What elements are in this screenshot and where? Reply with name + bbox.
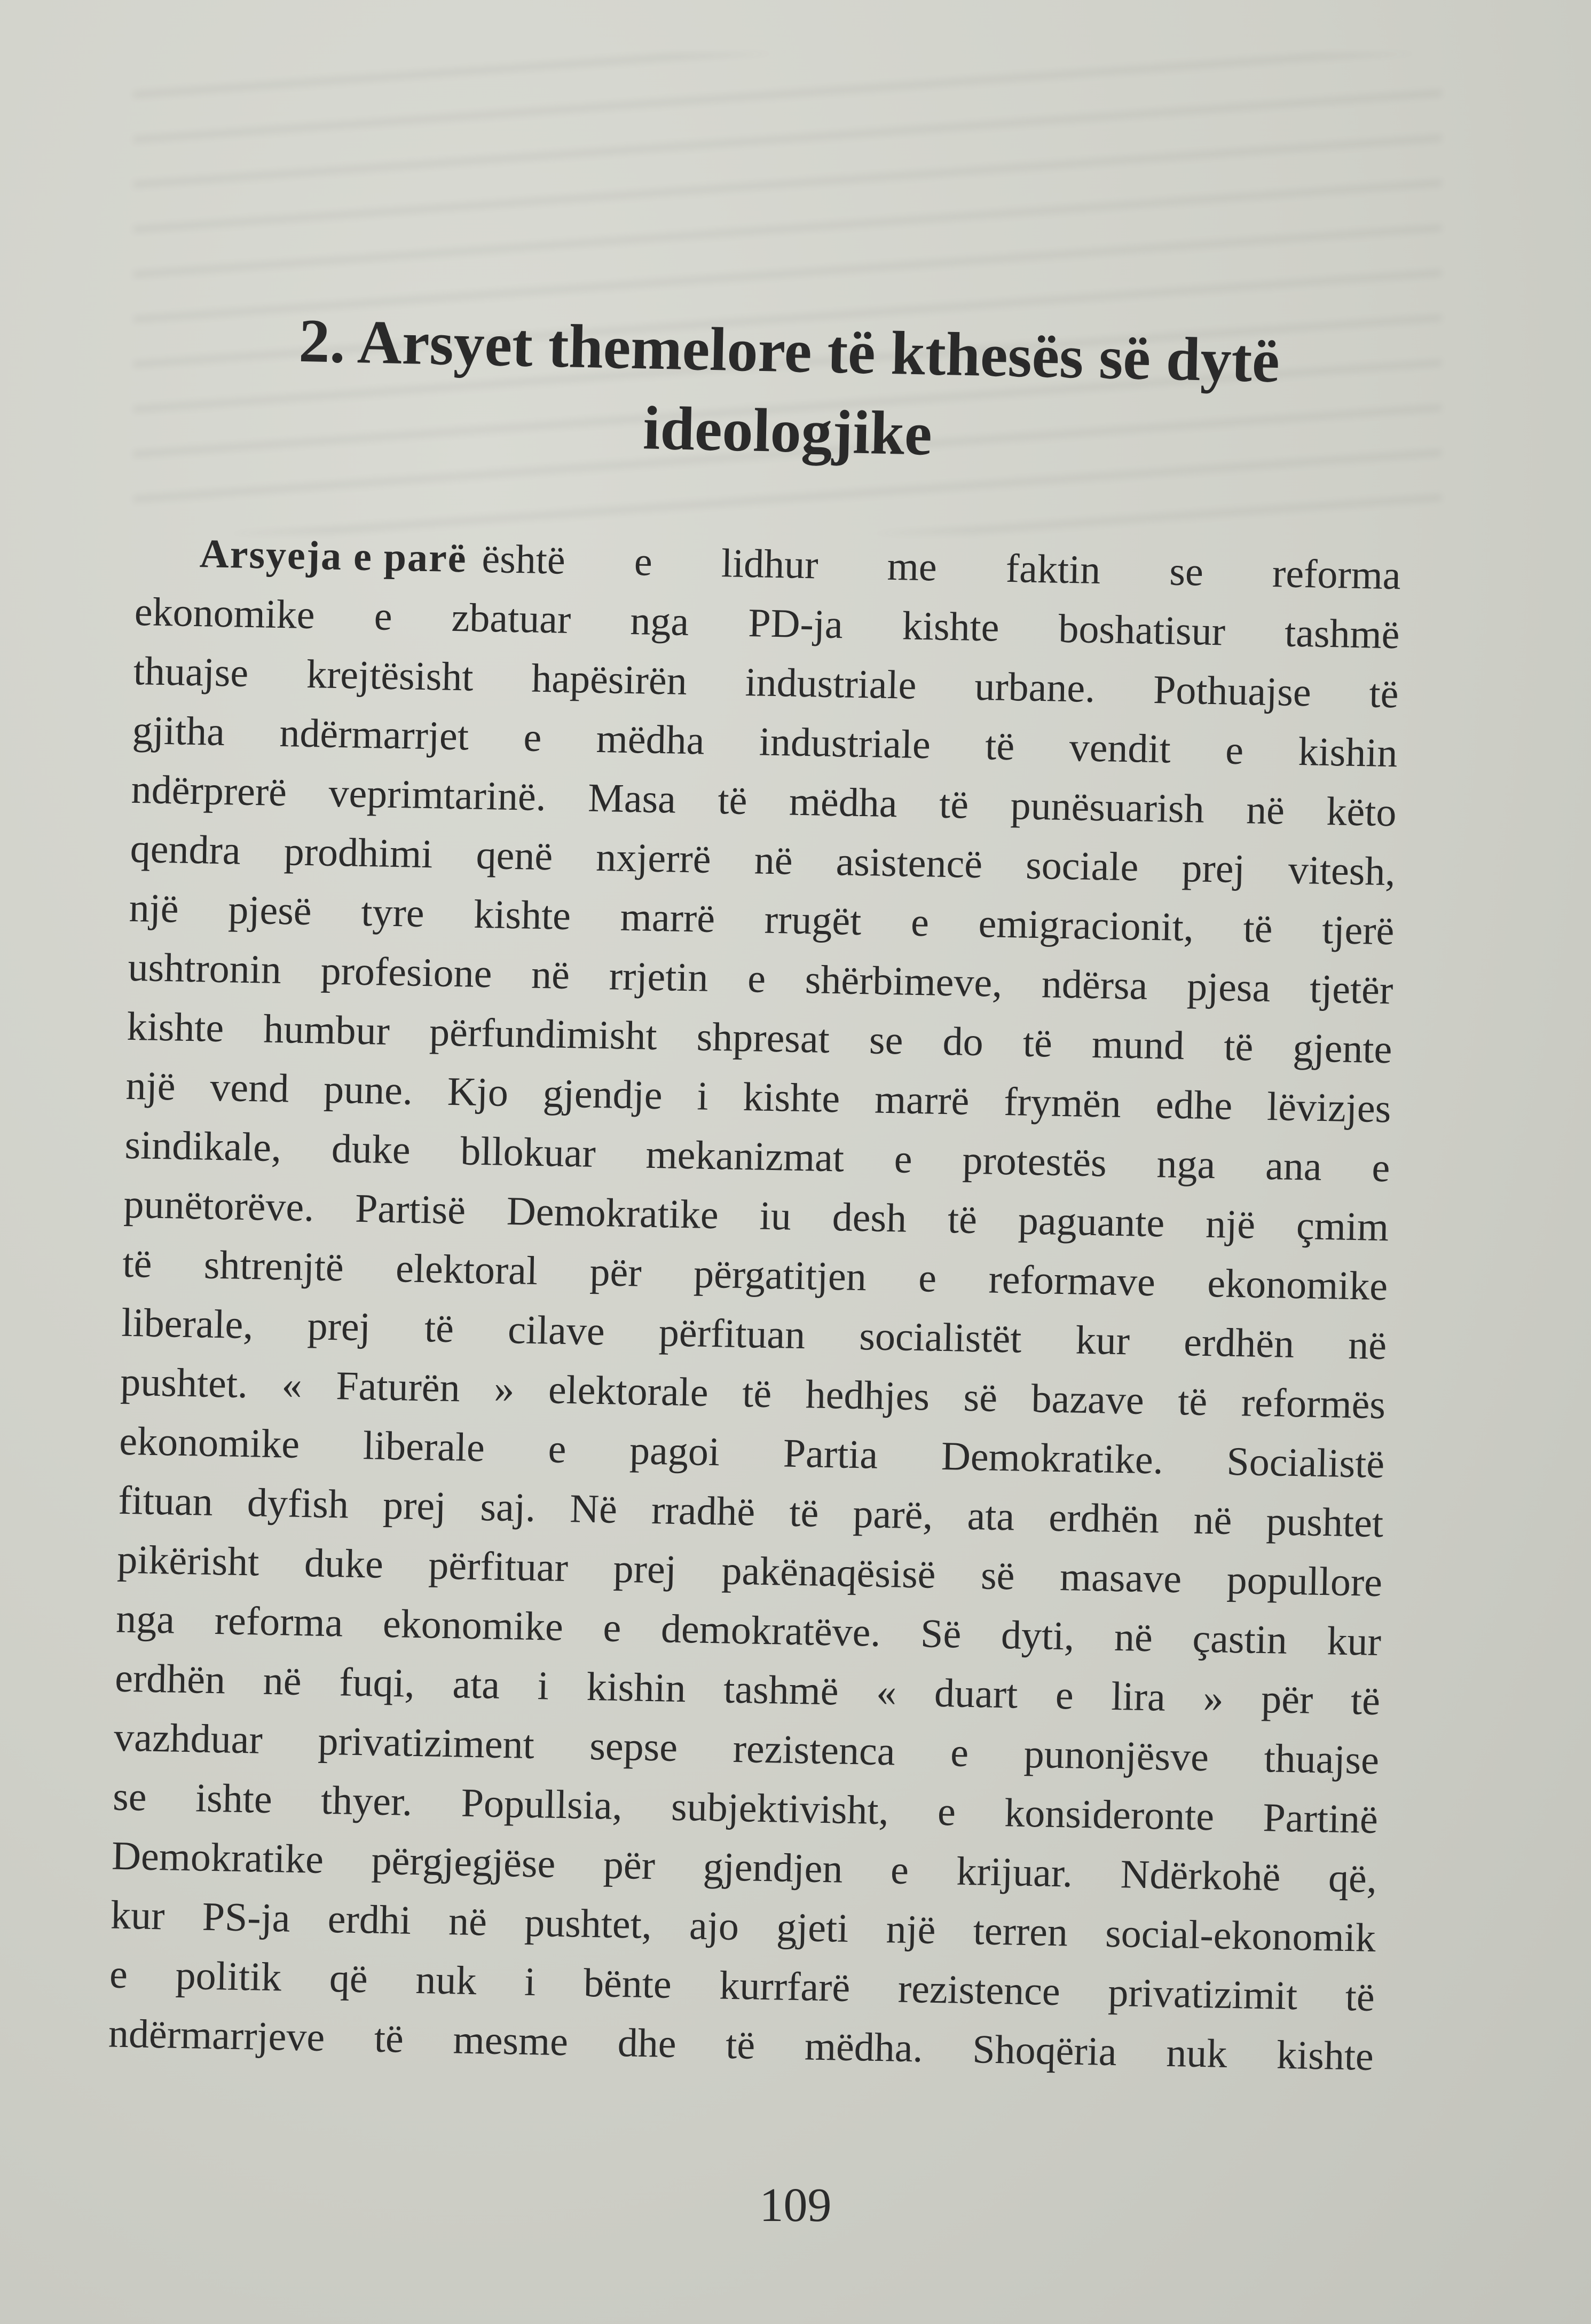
word: duke bbox=[304, 1540, 384, 1587]
word: nga bbox=[629, 598, 690, 644]
word: kishte bbox=[126, 1003, 225, 1051]
word: ajo bbox=[689, 1903, 739, 1949]
word: së bbox=[963, 1374, 998, 1420]
word: zbatuar bbox=[451, 595, 572, 642]
word: mëdha bbox=[789, 779, 898, 826]
chapter-heading bbox=[200, 299, 1377, 484]
word: e bbox=[1225, 728, 1244, 773]
word: ekonomike bbox=[134, 589, 316, 638]
word: pagoi bbox=[629, 1428, 720, 1475]
word: një bbox=[129, 885, 179, 931]
word: fituan bbox=[117, 1477, 214, 1524]
word: kishin bbox=[1297, 729, 1398, 776]
word: është bbox=[481, 536, 566, 583]
word: nga bbox=[115, 1596, 175, 1642]
word: Kjo bbox=[447, 1069, 509, 1115]
word: kur bbox=[1326, 1618, 1382, 1665]
word: ndërmarrjet bbox=[279, 710, 469, 759]
word: gjendje bbox=[542, 1071, 663, 1118]
word: dyfish bbox=[247, 1480, 349, 1527]
word: thyer. bbox=[320, 1777, 413, 1824]
word: në bbox=[1246, 787, 1285, 833]
word: nuk bbox=[1165, 2030, 1228, 2076]
word: pushtet bbox=[1265, 1499, 1384, 1546]
word: kurrfarë bbox=[719, 1963, 850, 2010]
word: e bbox=[1371, 1145, 1391, 1191]
word: politik bbox=[175, 1953, 282, 2000]
word: kur bbox=[1075, 1317, 1130, 1364]
word: marrë bbox=[874, 1077, 970, 1124]
word: veprimtarinë. bbox=[328, 770, 547, 820]
word: në bbox=[1348, 1322, 1387, 1369]
word: të bbox=[742, 1371, 772, 1417]
word: faktin bbox=[1005, 546, 1101, 593]
word: në bbox=[531, 952, 570, 998]
word: e bbox=[950, 1730, 969, 1775]
word: rrjetin bbox=[609, 953, 709, 1000]
heading-line-1: 2. Arsyet themelore të kthesës së dytë bbox=[298, 306, 1280, 396]
word: pakënaqësisë bbox=[721, 1548, 936, 1597]
word: lëvizjes bbox=[1266, 1084, 1392, 1132]
word: desh bbox=[832, 1195, 907, 1241]
word: thuajse bbox=[133, 648, 249, 695]
word: tjetër bbox=[1309, 966, 1394, 1013]
word: të bbox=[122, 1240, 153, 1286]
word: gjeti bbox=[776, 1904, 849, 1951]
word: nuk bbox=[415, 1957, 477, 2004]
word: duart bbox=[934, 1670, 1019, 1717]
word: bllokuar bbox=[460, 1128, 596, 1176]
word: se bbox=[112, 1774, 147, 1820]
word: urbane. bbox=[974, 663, 1096, 711]
word: mekanizmat bbox=[645, 1132, 845, 1181]
word: nga bbox=[1156, 1141, 1216, 1188]
word: në bbox=[754, 837, 793, 883]
word: ekonomike bbox=[382, 1601, 564, 1649]
word: mesme bbox=[452, 2017, 569, 2065]
word: mund bbox=[1091, 1021, 1185, 1069]
word: e bbox=[374, 594, 393, 639]
word: e bbox=[894, 1136, 913, 1182]
word: e bbox=[910, 899, 930, 945]
word: përfituar bbox=[428, 1543, 569, 1591]
word: mëdha. bbox=[804, 2023, 924, 2071]
word: prej bbox=[612, 1546, 677, 1592]
word: ndërmarrjeve bbox=[108, 2011, 325, 2060]
word: të bbox=[947, 1197, 978, 1243]
word: qendra bbox=[130, 826, 241, 873]
word: industriale bbox=[744, 659, 917, 708]
word: Socialistë bbox=[1226, 1438, 1385, 1487]
word: erdhi bbox=[327, 1896, 412, 1943]
word: ushtronin bbox=[127, 944, 282, 993]
word: dhe bbox=[617, 2020, 677, 2067]
word: reforma bbox=[214, 1598, 344, 1646]
word: një bbox=[125, 1063, 176, 1109]
word: ndërsa bbox=[1041, 961, 1148, 1008]
word: e bbox=[1055, 1672, 1074, 1718]
word: Demokratike bbox=[506, 1188, 719, 1238]
word: privatiziment bbox=[317, 1718, 535, 1768]
word: këto bbox=[1326, 788, 1397, 835]
word: iu bbox=[759, 1193, 792, 1239]
word: i bbox=[537, 1663, 549, 1709]
word: punëtorëve. bbox=[123, 1181, 314, 1230]
word: të bbox=[939, 781, 969, 827]
word: e bbox=[109, 1951, 128, 1997]
word: një bbox=[885, 1907, 936, 1953]
word: të bbox=[1350, 1678, 1381, 1724]
word: reforma bbox=[1272, 551, 1401, 598]
word: për bbox=[603, 1842, 656, 1888]
word: ata bbox=[966, 1493, 1015, 1539]
word: PD-ja bbox=[747, 600, 844, 647]
word: punësuarish bbox=[1010, 783, 1205, 832]
word: Shoqëria bbox=[972, 2027, 1117, 2075]
word: që bbox=[329, 1956, 368, 2002]
word: gjendjen bbox=[703, 1844, 844, 1892]
word: elektorale bbox=[548, 1367, 709, 1415]
word: Demokratike bbox=[111, 1833, 324, 1882]
word: e bbox=[602, 1605, 622, 1650]
word: prodhimi bbox=[283, 829, 434, 877]
word: liberale bbox=[363, 1423, 485, 1471]
text-lines bbox=[108, 582, 1400, 2086]
word: saj. bbox=[479, 1484, 536, 1531]
word: socialistët bbox=[858, 1314, 1022, 1362]
word: e bbox=[747, 956, 766, 1001]
word: vend bbox=[209, 1064, 289, 1111]
word: Demokratike. bbox=[941, 1433, 1164, 1483]
word: frymën bbox=[1003, 1079, 1122, 1126]
word: në bbox=[1114, 1614, 1153, 1661]
word: shtrenjtë bbox=[203, 1242, 344, 1290]
word: subjektivisht, bbox=[671, 1784, 889, 1833]
word: Pothuajse bbox=[1153, 667, 1312, 715]
word: pune. bbox=[323, 1066, 413, 1113]
word: e bbox=[547, 1426, 567, 1472]
word: e bbox=[918, 1255, 937, 1301]
word: duke bbox=[331, 1126, 411, 1173]
word: punonjësve bbox=[1023, 1731, 1209, 1780]
word: Së bbox=[920, 1611, 962, 1657]
word: profesione bbox=[320, 948, 493, 997]
word: e bbox=[937, 1789, 956, 1835]
word: për bbox=[589, 1249, 642, 1295]
heading-line-2: ideologjike bbox=[642, 394, 933, 469]
word: erdhën bbox=[114, 1655, 226, 1703]
word: erdhën bbox=[1183, 1319, 1295, 1366]
word: do bbox=[942, 1018, 984, 1065]
word: tjerë bbox=[1321, 907, 1395, 954]
word: nxjerrë bbox=[595, 834, 712, 882]
paragraph-lead: Arsyeja e parë bbox=[199, 531, 468, 581]
word: » bbox=[1202, 1675, 1224, 1721]
word: masave bbox=[1059, 1554, 1182, 1602]
word: parë, bbox=[852, 1491, 934, 1538]
word: tyre bbox=[360, 889, 425, 936]
word: të bbox=[717, 778, 748, 824]
word: përfituan bbox=[658, 1310, 806, 1358]
word: i bbox=[524, 1959, 537, 2005]
word: social-ekonomik bbox=[1105, 1910, 1376, 1961]
word: ana bbox=[1265, 1143, 1322, 1189]
word: thuajse bbox=[1263, 1736, 1380, 1783]
word: përgatitjen bbox=[693, 1251, 867, 1300]
word: reformës bbox=[1241, 1380, 1386, 1428]
word: lira bbox=[1110, 1673, 1166, 1720]
word: terren bbox=[973, 1908, 1068, 1955]
word: edhe bbox=[1155, 1082, 1233, 1128]
word: gjente bbox=[1292, 1025, 1393, 1072]
word: së bbox=[980, 1553, 1015, 1599]
word: protestës bbox=[962, 1137, 1107, 1185]
word: përfundimisht bbox=[429, 1009, 658, 1059]
word: krejtësisht bbox=[306, 651, 474, 700]
word: ndërprerë bbox=[131, 766, 287, 815]
word: prej bbox=[1181, 845, 1246, 892]
word: dyti, bbox=[1001, 1612, 1075, 1659]
word: kishte bbox=[902, 603, 1000, 650]
word: një bbox=[1205, 1201, 1256, 1247]
word: industriale bbox=[759, 719, 931, 768]
word: prej bbox=[382, 1482, 447, 1529]
word: ekonomike bbox=[1207, 1261, 1388, 1309]
word: e bbox=[523, 715, 542, 760]
page-number: 109 bbox=[759, 2179, 832, 2232]
word: Partinë bbox=[1262, 1795, 1379, 1843]
word: se bbox=[1169, 549, 1204, 595]
word: krijuar. bbox=[956, 1848, 1073, 1896]
word: gjitha bbox=[132, 707, 225, 755]
word: kishte bbox=[1276, 2032, 1374, 2079]
word: në bbox=[263, 1658, 302, 1704]
word: të bbox=[374, 2015, 404, 2061]
word: bazave bbox=[1030, 1376, 1145, 1423]
word: Partia bbox=[783, 1430, 878, 1477]
word: me bbox=[887, 543, 938, 590]
word: të bbox=[424, 1306, 454, 1351]
word: marrë bbox=[620, 894, 715, 941]
word: të bbox=[1177, 1379, 1208, 1425]
word: të bbox=[1022, 1020, 1053, 1066]
word: rezistence bbox=[897, 1966, 1061, 2014]
word: konsideronte bbox=[1004, 1790, 1215, 1839]
word: emigracionit, bbox=[978, 901, 1194, 950]
word: popullore bbox=[1226, 1557, 1383, 1606]
word: të bbox=[789, 1490, 820, 1536]
word: boshatisur bbox=[1058, 606, 1226, 654]
word: tashmë bbox=[723, 1666, 839, 1714]
word: sindikale, bbox=[124, 1122, 282, 1171]
word: bënte bbox=[583, 1960, 672, 2007]
word: Ndërkohë bbox=[1120, 1852, 1281, 1900]
word: privatizimit bbox=[1107, 1970, 1298, 2019]
word: kur bbox=[110, 1892, 166, 1939]
word: prej bbox=[306, 1303, 371, 1350]
word: që, bbox=[1328, 1855, 1377, 1902]
body-paragraph bbox=[108, 523, 1401, 2086]
word: paguante bbox=[1018, 1198, 1165, 1246]
word: pushtet, bbox=[524, 1900, 652, 1948]
word: çmim bbox=[1296, 1203, 1389, 1250]
word: demokratëve. bbox=[660, 1606, 881, 1655]
word: të bbox=[1345, 1974, 1375, 2020]
word: PS-ja bbox=[202, 1894, 291, 1941]
word: vendit bbox=[1069, 725, 1171, 772]
word: i bbox=[696, 1073, 709, 1119]
word: pjesë bbox=[227, 887, 312, 934]
word: hedhjes bbox=[805, 1372, 930, 1419]
word: lidhur bbox=[721, 541, 819, 588]
word: rrugët bbox=[764, 897, 862, 944]
word: asistencë bbox=[836, 839, 983, 887]
word: tashmë bbox=[1284, 610, 1400, 658]
word: e bbox=[634, 539, 653, 584]
word: vitesh, bbox=[1288, 847, 1396, 895]
word: përgjegjëse bbox=[371, 1838, 556, 1886]
word: të bbox=[1368, 671, 1399, 717]
word: fuqi, bbox=[338, 1659, 415, 1706]
word: pikërisht bbox=[116, 1537, 260, 1585]
word: sociale bbox=[1025, 842, 1139, 890]
word: erdhën bbox=[1048, 1495, 1160, 1542]
word: sepse bbox=[589, 1723, 678, 1770]
word: në bbox=[448, 1899, 487, 1944]
word: të bbox=[1242, 906, 1273, 952]
word: të bbox=[984, 723, 1015, 769]
word: shpresat bbox=[696, 1014, 830, 1062]
word: kishte bbox=[742, 1074, 840, 1121]
word: Popullsia, bbox=[461, 1780, 623, 1829]
word: « bbox=[281, 1362, 303, 1408]
word: cilave bbox=[507, 1307, 605, 1354]
word: kishin bbox=[586, 1664, 687, 1711]
word: » bbox=[493, 1366, 515, 1412]
word: humbur bbox=[263, 1006, 390, 1054]
word: elektoral bbox=[395, 1246, 538, 1294]
word: qenë bbox=[475, 832, 553, 879]
word: rezistenca bbox=[733, 1726, 896, 1774]
word: rradhë bbox=[651, 1488, 756, 1535]
word: liberale, bbox=[121, 1300, 254, 1348]
word: Masa bbox=[587, 775, 676, 822]
word: Partisë bbox=[355, 1185, 466, 1233]
word: të bbox=[1223, 1024, 1254, 1070]
word: për bbox=[1261, 1676, 1314, 1722]
word: Në bbox=[569, 1486, 618, 1532]
word: në bbox=[1193, 1497, 1233, 1543]
word: e bbox=[890, 1847, 909, 1893]
word: pushtet. bbox=[120, 1359, 248, 1407]
word: ekonomike bbox=[119, 1418, 300, 1467]
word: të bbox=[725, 2022, 755, 2068]
word: vazhduar bbox=[113, 1714, 263, 1762]
word: shërbimeve, bbox=[805, 957, 1003, 1006]
word: mëdha bbox=[596, 716, 705, 763]
word: Faturën bbox=[335, 1363, 461, 1411]
word: se bbox=[869, 1017, 904, 1063]
word: ishte bbox=[195, 1775, 273, 1822]
word: ata bbox=[452, 1662, 500, 1708]
word: çastin bbox=[1192, 1616, 1288, 1663]
word: kishte bbox=[473, 891, 571, 939]
word: hapësirën bbox=[531, 655, 688, 703]
word: reformave bbox=[988, 1256, 1156, 1305]
word: « bbox=[876, 1669, 897, 1715]
word: pjesa bbox=[1186, 964, 1271, 1011]
